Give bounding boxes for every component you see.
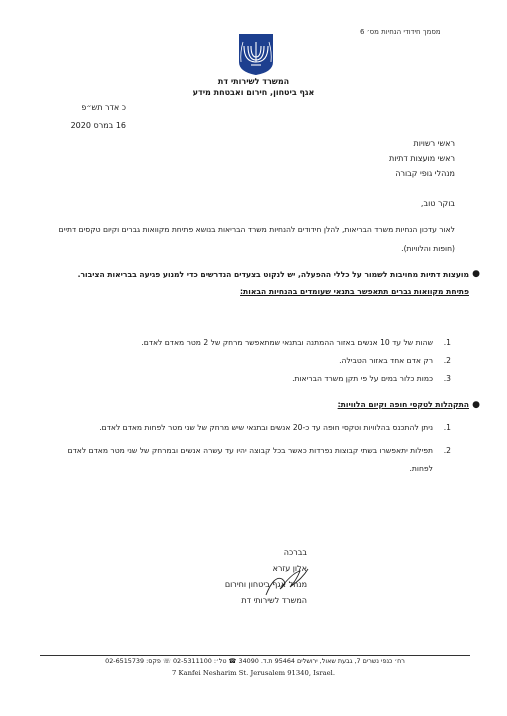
intro-paragraph: לאור עדכון הנחיות משרד הבריאות, להלן חידודים להנחיות משרד הבריאות בנושא פתיחת מקוואות גברים וקיום טקסים דתיים (חופות והלוויות). <box>58 225 455 253</box>
section2-list <box>45 419 455 483</box>
list-item <box>45 352 455 370</box>
greeting: בוקר טוב, <box>420 199 455 208</box>
list-item <box>45 334 455 352</box>
footer-divider <box>40 655 470 656</box>
section1-list <box>45 334 455 388</box>
list-item-text: ניתן להתכנס בהלוויות וטקסי חופה עד כ-20 אנשים ובתנאי שיש מרחק של שני מטר לפחות מאדם לאדם. <box>99 423 433 432</box>
footer-address-hebrew: רח׳ כנפי נשרים 7, גבעת שאול, ירושלים 95464 ת.ד. 34090 ☎ טל׳: 02-5311100 ☏ פקס: 02-6515739 <box>105 657 405 665</box>
document-number: מסמך חידודי הנחיות מס׳ 6 <box>360 28 441 36</box>
list-item <box>45 419 455 437</box>
list-number: 1. <box>443 338 451 347</box>
menorah-emblem-icon <box>237 32 275 76</box>
list-number: 2. <box>443 356 451 365</box>
recipient: מנהלי גופי קבורה <box>395 169 455 178</box>
bullet-icon: ● <box>472 400 480 410</box>
list-item <box>45 370 455 388</box>
hebrew-date: כ אדר תש״פ <box>81 103 126 112</box>
signer-office: המשרד לשירותי דת <box>241 596 307 605</box>
list-item-text: שהות של עד 10 אנשים באזור ההמתנה ובתנאי שמתאפשר מרחק של 2 מטר מאדם לאדם. <box>141 338 433 347</box>
list-item-text: תפילות יתאפשרו בשתי קבוצות נפרדות כאשר בכל קבוצה יהיו עד עשרה אנשים ובמרחק של שני מטר מאדם לאדם לפחות. <box>67 446 433 473</box>
list-number: 2. <box>443 446 451 455</box>
list-item <box>45 442 455 478</box>
signer-title: מנהל אגף ביטחון וחירום <box>224 580 307 589</box>
section1-bullet-text: מועצות דתיות מחויבות לשמור על כללי ההפעלה, יש לנקוט בצעדים הנדרשים כדי למנוע פגיעה בבריאות הציבור. <box>77 270 469 279</box>
section1-subheading: פתיחת מקוואות גברים תתאפשר בתנאי שעומדים בהנחיות הבאות: <box>240 287 469 296</box>
recipients-list <box>389 136 455 181</box>
recipient: ראשי מועצות דתיות <box>388 154 455 163</box>
section2-heading: התקהלות לטקסי חופה וקיום הלוויות: <box>337 400 469 409</box>
signer-name: אלון עזרא <box>272 564 307 573</box>
organization-title <box>0 76 507 98</box>
list-number: 1. <box>443 423 451 432</box>
bullet-icon: ● <box>472 269 480 279</box>
footer-address-english: 7 Kanfei Nesharim St. Jerusalem 91340, Israel. <box>172 669 335 677</box>
org-department: אגף ביטחון, חירום ואבטחת מידע <box>192 88 315 97</box>
handwritten-signature <box>262 565 312 599</box>
section1-bullet <box>49 266 480 300</box>
section2-bullet <box>49 400 480 410</box>
list-item-text: רק אדם אחד באזור הטבילה. <box>339 356 433 365</box>
closing-blessing: בברכה <box>283 548 307 557</box>
list-item-text: כמות כלור במים על פי תקן משרד הבריאות. <box>292 374 433 383</box>
org-name: המשרד לשירותי דת <box>217 77 290 86</box>
list-number: 3. <box>443 374 451 383</box>
gregorian-date: 16 במרס 2020 <box>70 121 126 130</box>
recipient: ראשי רשויות <box>413 139 455 148</box>
